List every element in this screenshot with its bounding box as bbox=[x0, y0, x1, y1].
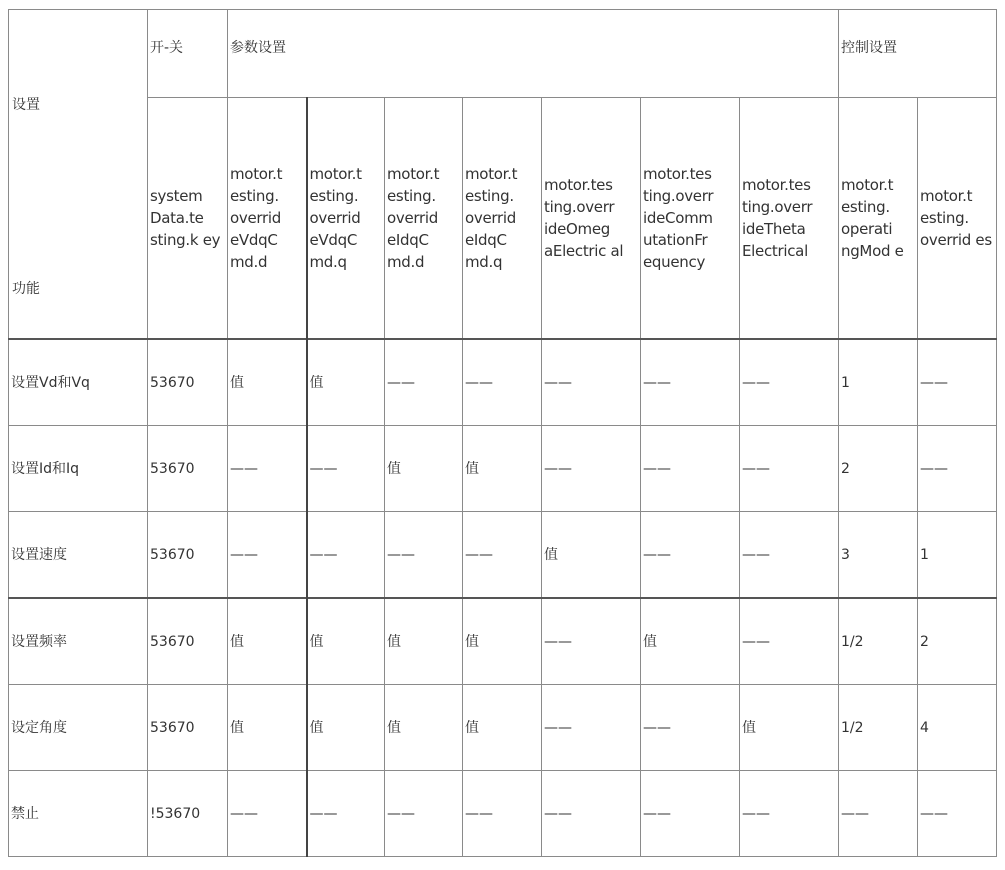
table-cell: —— bbox=[307, 512, 385, 599]
table-cell: —— bbox=[463, 512, 542, 599]
table-cell: —— bbox=[385, 339, 463, 426]
table-cell: 53670 bbox=[148, 512, 228, 599]
table-cell: 值 bbox=[542, 512, 641, 599]
row-label: 禁止 bbox=[9, 771, 148, 857]
table-cell: —— bbox=[641, 685, 740, 771]
column-header: motor.t esting. overrid es bbox=[918, 98, 997, 340]
column-header: system Data.te sting.k ey bbox=[148, 98, 228, 340]
table-cell: 值 bbox=[385, 685, 463, 771]
corner-header-cell bbox=[9, 10, 148, 340]
table-cell: —— bbox=[228, 426, 307, 512]
table-cell: 值 bbox=[228, 598, 307, 685]
motor-testing-settings-table bbox=[8, 9, 997, 857]
table-cell: —— bbox=[839, 771, 918, 857]
table-cell: —— bbox=[918, 339, 997, 426]
table-cell: 4 bbox=[918, 685, 997, 771]
table-cell: 值 bbox=[307, 598, 385, 685]
column-header: motor.t esting. operati ngMod e bbox=[839, 98, 918, 340]
table-cell: —— bbox=[918, 426, 997, 512]
table-cell: 53670 bbox=[148, 339, 228, 426]
table-cell: —— bbox=[641, 512, 740, 599]
table-cell: —— bbox=[385, 771, 463, 857]
table-cell: —— bbox=[228, 771, 307, 857]
group-switch-header: 开-关 bbox=[148, 10, 228, 98]
table-row bbox=[9, 426, 997, 512]
table-cell: —— bbox=[918, 771, 997, 857]
table-cell: 值 bbox=[463, 426, 542, 512]
table-row bbox=[9, 685, 997, 771]
table-cell: —— bbox=[463, 339, 542, 426]
column-header: motor.tes ting.overr ideComm utationFr equency bbox=[641, 98, 740, 340]
table-cell: 53670 bbox=[148, 685, 228, 771]
table-cell: 1/2 bbox=[839, 598, 918, 685]
table-cell: 值 bbox=[307, 685, 385, 771]
table-cell: —— bbox=[740, 598, 839, 685]
table-cell: —— bbox=[307, 426, 385, 512]
table-cell: 1/2 bbox=[839, 685, 918, 771]
row-label: 设置Id和Iq bbox=[9, 426, 148, 512]
table-cell: —— bbox=[307, 771, 385, 857]
table-cell: 2 bbox=[918, 598, 997, 685]
table-cell: —— bbox=[228, 512, 307, 599]
table-cell: 53670 bbox=[148, 598, 228, 685]
row-label: 设置Vd和Vq bbox=[9, 339, 148, 426]
table-cell: —— bbox=[740, 426, 839, 512]
table-cell: 值 bbox=[228, 685, 307, 771]
table-cell: 1 bbox=[918, 512, 997, 599]
row-label: 设置频率 bbox=[9, 598, 148, 685]
table-cell: —— bbox=[641, 339, 740, 426]
table-cell: 3 bbox=[839, 512, 918, 599]
table-cell: 值 bbox=[463, 685, 542, 771]
table-cell: —— bbox=[542, 598, 641, 685]
table-cell: 值 bbox=[385, 598, 463, 685]
row-label-top: 设置 bbox=[12, 97, 40, 113]
column-header: motor.t esting. overrid eIdqC md.d bbox=[385, 98, 463, 340]
table-cell: —— bbox=[641, 426, 740, 512]
table-cell: 值 bbox=[385, 426, 463, 512]
group-params-header: 参数设置 bbox=[228, 10, 839, 98]
table-cell: 值 bbox=[740, 685, 839, 771]
header-column-row bbox=[9, 98, 997, 340]
column-header: motor.t esting. overrid eIdqC md.q bbox=[463, 98, 542, 340]
column-header: motor.t esting. overrid eVdqC md.q bbox=[307, 98, 385, 340]
table-cell: !53670 bbox=[148, 771, 228, 857]
table-cell: —— bbox=[740, 771, 839, 857]
table-cell: —— bbox=[740, 339, 839, 426]
group-control-header: 控制设置 bbox=[839, 10, 997, 98]
header-group-row bbox=[9, 10, 997, 98]
table-cell: —— bbox=[542, 771, 641, 857]
table-row bbox=[9, 339, 997, 426]
row-label: 设定角度 bbox=[9, 685, 148, 771]
column-header: motor.t esting. overrid eVdqC md.d bbox=[228, 98, 307, 340]
column-header: motor.tes ting.overr ideTheta Electrical bbox=[740, 98, 839, 340]
table-cell: —— bbox=[385, 512, 463, 599]
row-label-bottom: 功能 bbox=[12, 281, 40, 297]
table-cell: —— bbox=[542, 339, 641, 426]
table-cell: 值 bbox=[641, 598, 740, 685]
table-cell: —— bbox=[463, 771, 542, 857]
table-cell: —— bbox=[740, 512, 839, 599]
table-cell: 值 bbox=[307, 339, 385, 426]
table-row bbox=[9, 598, 997, 685]
row-label: 设置速度 bbox=[9, 512, 148, 599]
table-row bbox=[9, 512, 997, 599]
table-cell: —— bbox=[542, 426, 641, 512]
table-cell: 值 bbox=[228, 339, 307, 426]
table-row bbox=[9, 771, 997, 857]
table-cell: 1 bbox=[839, 339, 918, 426]
table-cell: 2 bbox=[839, 426, 918, 512]
column-header: motor.tes ting.overr ideOmeg aElectric al bbox=[542, 98, 641, 340]
table-cell: —— bbox=[542, 685, 641, 771]
table-cell: —— bbox=[641, 771, 740, 857]
table-cell: 值 bbox=[463, 598, 542, 685]
table-cell: 53670 bbox=[148, 426, 228, 512]
table-body bbox=[9, 339, 997, 857]
